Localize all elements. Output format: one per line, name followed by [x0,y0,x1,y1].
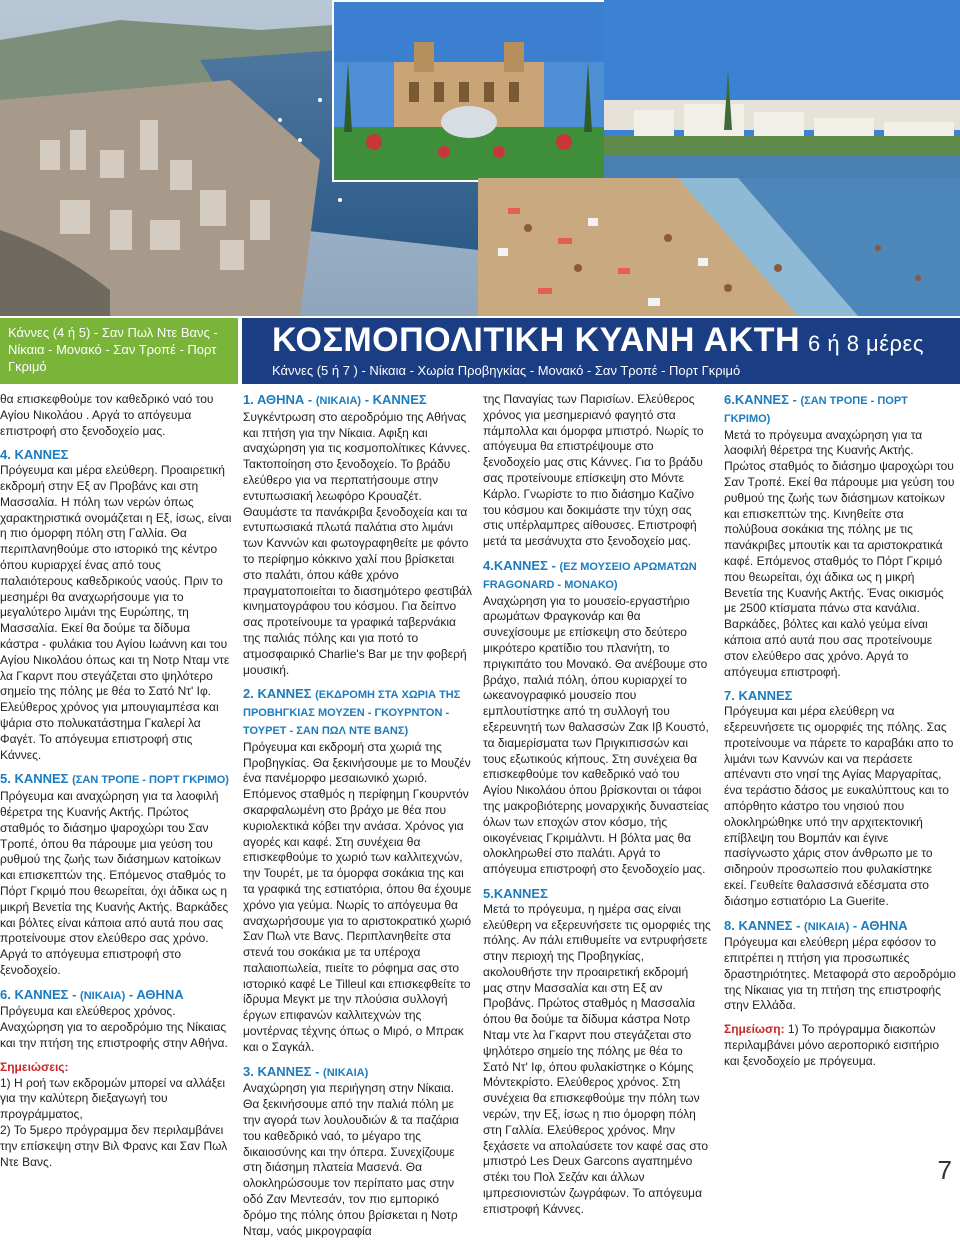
title-text: ΚΟΣΜΟΠΟΛΙΤΙΚΗ ΚΥΑΝΗ ΑΚΤΗ [272,321,801,359]
note-1: 1) Η ροή των εκδρομών μπορεί να αλλάξει για την καλύτερη διεξαγωγή του προγράμματος, [0,1075,226,1122]
day-3-heading-main: 3. ΚΑΝΝΕΣ - [243,1063,320,1079]
route-subtitle: Κάννες (5 ή 7 ) - Νίκαια - Χωρία Προβηγκίας - Μονακό - Σαν Τροπέ - Πορτ Γκριμό [272,363,741,378]
day-8-heading-end: - ΑΘΗΝΑ [852,917,908,933]
notes-heading: Σημειώσεις: [0,1059,69,1074]
note-heading: Σημείωση: [724,1022,785,1037]
day-6-heading-main: 6. ΚΑΝΝΕΣ - [0,986,77,1002]
day-5-heading [0,771,232,789]
day-1-text: Συγκέντρωση στο αεροδρόμιο της Αθήνας και πτήση για την Νίκαια. Αφιξη και αναχώρηση για τις κοσμοπολίτικες Κάννες. Τακτοποίηση στο ξενοδοχείο. Το βράδυ ελεύθερο για να περπατήσουμε στην εντυπωσιακή λεωφόρο Κρουαζέτ. Θαυμάστε τα πανάκριβα ξενοδοχεία και τα εντυπωσιακά πλωτά παλάτια στο λιμάνι των Καννών και φωτογραφηθείτε με φόντο το περίφημο κόκκινο χαλί που βρίσκεται στο παλάτι, όπου κάθε χρόνο πραγματοποιείται το διασημότερο φεστιβάλ κινηματογράφου του κόσμου. Για δείπνο σας προτείνουμε τα γραφικά ταβερνάκια της παλιάς πόλης και για ποτό το ατμοσφαιρικό Charlie's Bar με την φοβερή μουσική. [243,409,473,677]
page-title [272,322,960,362]
day-5-heading: 5.ΚΑΝΝΕΣ [483,885,548,901]
day-3-heading-detail: (ΝΙΚΑΙΑ) [323,1066,369,1079]
day-6-heading-end: - ΑΘΗΝΑ [128,986,184,1002]
alternative-route-box [0,318,238,384]
day-5-heading-main: 5. ΚΑΝΝΕΣ [0,771,69,787]
day-2-text: Πρόγευμα και εκδρομή στα χωριά της Προβηγκίας. Θα ξεκινήσουμε με το Μουζέν ένα πανέμορφο μεσαιωνικό χωριό. Επόμενος σταθμός η περίφημη Γκουρντόν σκαρφαλωμένη στο βράχο με θέα που κυριολεκτικά κόβει την ανάσα. Χρόνος για αγορές και καφέ. Στη συνέχεια θα επισκεφθούμε το χωριό των καλλιτεχνών, την Τουρέτ, με τα όμορφα σοκάκια της και τα γραφικά της εστιατόρια, όπου θα έχουμε χρόνο για γεύμα. Νωρίς το απόγευμα θα αναχωρήσουμε για το αριστοκρατικό χωριό Σαν Πωλ ντε Βανς. Περιπλανηθείτε στα στενά του σοκάκια με τα υπέροχα παλαιοπωλεία, πιείτε το ρόφημα σας στο ιστορικό καφέ Le Tilleul και επισκεφθείτε το ίδρυμα Μεγκτ με την πλούσια συλλογή έργων επιφανών καλλιτεχνών της μοντέρνας τέχνης όπως ο Μιρό, ο Μπρακ και ο Σαγκάλ. [243,739,472,1054]
day-8-heading-main: 8. ΚΑΝΝΕΣ - [724,917,801,933]
day-4-heading [483,558,711,594]
day-5-text: Μετά το πρόγευμα, η ημέρα σας είναι ελεύθερη να εξερευνήσετε τις ομορφιές της πόλης. Αν πάλι επιθυμείτε να εντρυφήσετε στην περιοχή της Προβηγκίας, ακολουθήστε την προαιρετική εκδρομή μας στην Μασσαλία και στη Εξ αν Προβάνς. Πρώτος σταθμός η Μασσαλία όπου θα δούμε τα δίδυμα κάστρα Νοτρ Νταμ ντε λα Γκαρντ που στεγάζεται στο ψηλότερο σημείο της πόλης με θέα το Σατό Ντ' Ιφ, όπου φυλακίστηκε ο Κόμης Μόντεκρίστο. Ελεύθερος χρόνος. Στη συνέχεια θα επισκεφθούμε την πόλη των νερών, την Εξ, ίσως η πιο όμορφη πόλη στη Γαλλία. Ελεύθερος χρόνος. Μην ξεχάσετε να απολαύσετε τον καφέ σας στο μπιστρό Les Deux Garcons αγαπημένο στέκι του Πολ Σεζάν και άλλων ιμπρεσιονιστών ζωγράφων. Το απόγευμα επιστροφή Κάννες. [483,901,711,1216]
note-block [724,1022,956,1069]
duration-text: 6 ή 8 μέρες [808,331,924,356]
column-4 [724,392,956,1070]
day-1-heading-detail: (ΝΙΚΑΙΑ) [315,395,362,407]
day-3-text: Αναχώρηση για περιήγηση στην Νίκαια. Θα ξεκινήσουμε από την παλιά πόλη με την αγορά των λουλουδιών & τα παζάρια του καθεδρικό ναό, το μέγαρο της δικαιοσύνης και την όπερα. Συνεχίζουμε στη διάσημη πλατεία Μασενά. Θα ολοκληρώσουμε τον περίπατο μας στην οδό Ζαν Μεντεσάν, τον πιο εμπορικό δρόμο της πόλης όπου βρίσκεται η Νοτρ Νταμ, ναός μικρογραφία [243,1081,459,1238]
day-8-heading [724,918,956,936]
column-3 [483,392,711,1226]
day-6-text: Πρόγευμα και ελεύθερος χρόνος. Αναχώρηση για το αεροδρόμιο της Νίκαιας και την πτήση της επιστροφής στην Αθήνα. [0,1004,228,1051]
column-1 [0,392,232,1170]
beach-photo [478,178,960,316]
title-bar [242,318,960,384]
day-8-heading-detail: (ΝΙΚΑΙΑ) [804,920,850,933]
day-6-heading [0,987,232,1005]
day-6-heading-detail: (ΝΙΚΑΙΑ) [80,989,126,1002]
day-5-text: Πρόγευμα και αναχώρηση για τα λαοφιλή θέρετρα της Κυανής Ακτής. Πρώτος σταθμός το διάσημο ψαροχώρι του Σαν Τροπέ, όπου θα πάρουμε μια γεύση του ρυθμού της ζωής των διάσημων κατοίκων και επισκεπτών της. Επόμενος σταθμός το Πόρτ Γκριμό που θεωρείται, όχι άδικα ως η μικρή Βενετία της Κυανής Ακτής. Βαρκάδες και βόλτες είναι κάποια από αυτά που σας προτείνουμε στον ελεύθερο σας χρόνο. Αργά το απόγευμα επιστροφή στο ξενοδοχείο. [0,789,229,977]
day-7-heading: 7. ΚΑΝΝΕΣ [724,688,793,704]
page-number: 7 [937,1155,952,1185]
day-1-heading [243,392,473,410]
day-2-heading-main: 2. ΚΑΝΝΕΣ [243,686,312,702]
day-3-continuation: θα επισκεφθούμε τον καθεδρικό ναό του Αγίου Νικολάου . Αργά το απόγευμα επιστροφή στο ξενοδοχείο μας. [0,392,214,438]
day-1-heading-main: 1. ΑΘΗΝΑ - [243,392,313,407]
day-6-heading-detail: (ΣΑΝ ΤΡΟΠΕ - ΠΟΡΤ ΓΚΡΙΜΟ) [724,395,908,425]
day-1-heading-end: - ΚΑΝΝΕΣ [364,392,427,407]
day-4-text: Πρόγευμα και μέρα ελεύθερη. Προαιρετική εκδρομή στην Εξ αν Προβάνς και στη Μασσαλία. Η πόλη των νερών όπως χαρακτηριστικά ονομάζεται η Εξ, ίσως, είναι η πιο όμορφη πόλη στη Γαλλία. Θα περιπλανηθούμε στο ιστορικό της κέντρο όπου κυριαρχεί ένας από τους παλαιότερους καθεδρικούς ναούς. Πριν το μεσημέρι θα αναχωρήσουμε για το μεγαλύτερο λιμάνι της Ευρώπης, τη Μασσαλία. Εκεί θα δούμε τα δίδυμα κάστρα - φυλάκια του Αγίου Ιωάννη και του Αγίου Νικολάου όπως και τη Νοτρ Νταμ ντε λα Γκαρντ που στεγάζεται στο ψηλότερο σημείο της πόλης με θέα το Σατό Ντ' Ιφ. Ελεύθερος χρόνος για μπουγιαμπέσα και ψάρια στο πολυκατάστημα Γκαλερί λα Φαγέτ. Το απόγευμα επιστροφή στις Κάννες. [0,463,232,762]
cannes-promenade-photo [604,0,960,178]
day-5-heading-detail: (ΣΑΝ ΤΡΟΠΕ - ΠΟΡΤ ΓΚΡΙΜΟ) [72,774,229,787]
alternative-route-text: Κάννες (4 ή 5) - Σαν Πωλ Ντε Βανς - Νίκαια - Μονακό - Σαν Τροπέ - Πορτ Γκριμό [8,325,218,374]
day-3-continued-text: της Παναγίας των Παρισίων. Ελεύθερος χρόνος για μεσημεριανό φαγητό στα πάμπολλα και όμορφα μπιστρό. Νωρίς το απόγευμα θα επιστρέψουμε στο ξενοδοχείο μας στις Κάννες. Για το βράδυ σας προτείνουμε επίσκεψη στο Μόντε Κάρλο. Γνωρίστε το πιο διάσημο Καζίνο του κόσμου και δοκιμάστε την τύχη σας στις υπέρλαμπρες αίθουσες. Επιστροφή μετά τα μεσάνυχτα στο ξενοδοχείο μας. [483,392,704,549]
day-3-heading [243,1064,473,1082]
column-2 [243,392,473,1247]
note-text: 1) Το πρόγραμμα διακοπών περιλαμβάνει μόνο αεροπορικό εισιτήριο και ξενοδοχείο με πρόγευμα. [724,1022,939,1068]
day-6-heading [724,392,956,428]
day-2-heading [243,686,473,739]
day-6-text: Μετά το πρόγευμα αναχώρηση για τα λαοφιλή θέρετρα της Κυανής Ακτής. Πρώτος σταθμός το διάσημο ψαροχώρι του Σαν Τροπέ. Εκεί θα πάρουμε μια γεύση του ρυθμού της ζωής των διάσημων κατοίκων και επισκεπτών της. Κινηθείτε στα πολύβουα σοκάκια της πόλης με τις πανάκριβες μπουτίκ και τα αριστοκρατικά καφέ. Επόμενος σταθμός το Πόρτ Γκριμό που θεωρείται, όχι άδικα ως η μικρή Βενετία της Κυανής Ακτής. Ένας οικισμός με 2500 κτίσματα πάνω στα κανάλια. Βαρκάδες, βόλτες και καλό γεύμα είναι κάποια από αυτά που σας προτείνουμε στον ελεύθερο σας χρόνο. Αργά το απόγευμα επιστροφή. [724,427,955,679]
day-4-heading-detail: (ΕΖ ΜΟΥΣΕΙΟ ΑΡΩΜΑΤΩΝ FRAGONARD - ΜΟΝΑΚΟ) [483,560,697,591]
note-2: 2) Το 5μερο πρόγραμμα δεν περιλαμβάνει την επίσκεψη στην Βιλ Φρανς και Σαν Πωλ Ντε Βανς. [0,1123,228,1169]
day-4-heading: 4. ΚΑΝΝΕΣ [0,447,69,463]
day-6-heading-main: 6.ΚΑΝΝΕΣ - [724,392,797,407]
day-2-heading-detail: (ΕΚΔΡΟΜΗ ΣΤΑ ΧΩΡΙΑ ΤΗΣ ΠΡΟΒΗΓΚΙΑΣ ΜΟΥΖΕΝ - ΓΚΟΥΡΝΤΟΝ - ΤΟΥΡΕΤ - ΣΑΝ ΠΩΛ ΝΤΕ ΒΑΝΣ) [243,689,461,737]
casino-monte-carlo-photo [332,0,606,182]
day-4-text: Αναχώρηση για το μουσείο-εργαστήριο αρωμάτων Φραγκονάρ και θα συνεχίσουμε με επίσκεψη στο δεύτερο μικρότερο κρατίδιο του πλανήτη, το πριγκιπάτο του Μονακό. Θα ανέβουμε στο βράχο, παλιά πόλη, όπου κυριαρχεί το ωκεανογραφικό μουσείο που εμπλουτίστηκε από τη συλλογή του εξερευνητή των θαλασσών Ζακ Ιβ Κουστό, τα διαμερίσματα των Πριγκιπισσών και τους εξωτικούς κήπους. Στη συνέχεια θα επισκεφθούμε τον καθεδρικό ναό του Αγίου Νικολάου όπου βρίσκονται οι τάφοι της μακροβιότερης μοναρχικής δυναστείας όλων των εποχών στον κόσμο, τής οικογένειας Γκριμάλντι. Η βόλτα μας θα ολοκληρωθεί στο παλάτι. Αργά το απόγευμα επιστροφή στο ξενοδοχείο μας. [483,593,709,877]
day-8-text: Πρόγευμα και ελεύθερη μέρα εφόσον το επιτρέπει η πτήση για προσωπικές δραστηριότητες. Μεταφορά στο αεροδρόμιο της Νίκαιας για τη πτήση της επιστροφής στην Ελλάδα. [724,935,956,1013]
day-4-heading-main: 4.ΚΑΝΝΕΣ - [483,557,556,573]
day-7-text: Πρόγευμα και μέρα ελεύθερη να εξερευνήσετε τις ομορφιές της πόλης. Σας προτείνουμε να πάρετε το καραβάκι απο το λιμάνι των Καννών και να περάσετε απέναντι στο νησί της Αγίας Μαργαρίτας, ένα τεράστιο δάσος με ευκαλύπτους και το απόρθητο κάστρο του νησιού που ολοκληρώθηκε υπό την αρχιτεκτονική επίβλεψη του Βομπάν και έγινε πασίγνωστο χάρις στον άνθρωπο με το σιδηρούν προσωπείο που φυλακίστηκε εκεί. Γευθείτε θαλασσινά εδέσματα στο διάσημο εστιατόριο La Guerite. [724,704,954,908]
